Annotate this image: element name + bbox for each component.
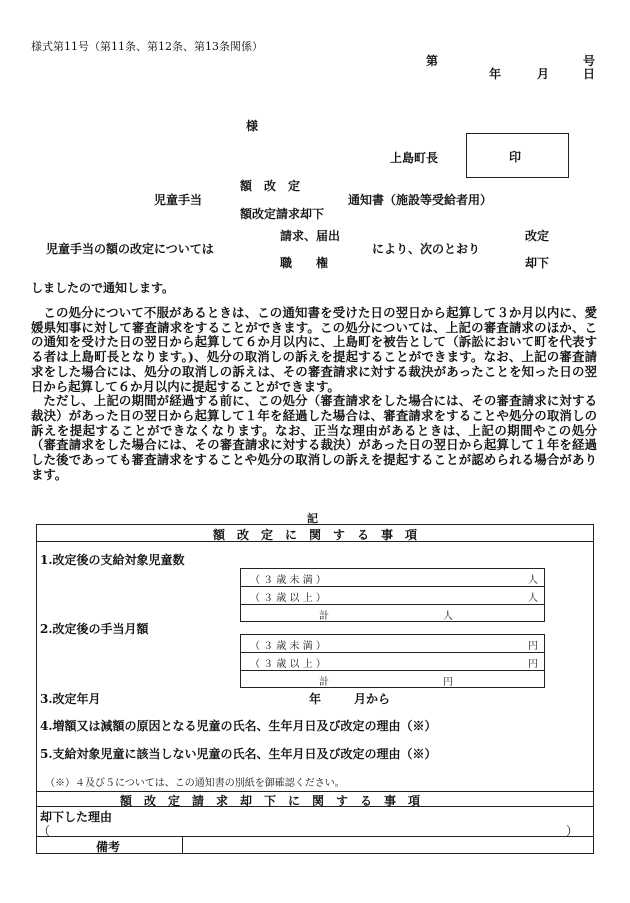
title-option-rejection: 額改定請求却下 — [240, 207, 325, 221]
form-id: 様式第11号（第11条、第12条、第13条関係） — [31, 40, 263, 53]
child-count-over3-label: （ ３ 歳 以 上 ） — [250, 593, 326, 604]
statement-suffix: しましたので通知します。 — [31, 281, 175, 295]
reason-paren-close: ） — [566, 824, 579, 838]
child-count-total-label: 計 — [319, 611, 329, 622]
appeal-notice-p1: この処分について不服があるときは、この通知書を受けた日の翌日から起算して３か月以内に、愛媛県知事に対して審査請求をすることができます。この処分については、上記の審査請求のほか、この通知を受けた日の翌日から起算して６か月以内に、上島町を被告として（訴訟において町を代表する者は上島町長となります。)、処分の取消しの訴えを提起することができます。なお、上記の審査請求をした場合には、処分の取消しの訴えは、その審査請求に対する裁決があったことを知った日の翌日から起算して６か月以内に提起することができます。 — [31, 305, 597, 394]
seal-label: 印 — [509, 150, 522, 164]
date-year: 年 — [489, 67, 502, 81]
item5-label: 5.支給対象児童に該当しない児童の氏名、生年月日及び改定の理由（※） — [40, 747, 437, 761]
note-text: （※）４及び５については、この通知書の別紙を御確認ください。 — [45, 778, 345, 789]
rejection-section-header: 額 改 定 請 求 却 下 に 関 す る 事 項 — [120, 794, 421, 808]
date-month: 月 — [537, 67, 550, 81]
amount-under3-unit: 円 — [528, 641, 538, 652]
date-day: 日 — [583, 67, 596, 81]
amount-total-label: 計 — [319, 677, 329, 688]
title-option-revision: 額 改 定 — [240, 179, 301, 193]
child-count-total-unit: 人 — [443, 611, 453, 622]
item3-month: 月から — [354, 692, 391, 706]
item3-label: 3.改定年月 — [40, 692, 101, 706]
statement-result-revised: 改定 — [525, 229, 550, 243]
doc-number-prefix: 第 — [426, 54, 439, 68]
reason-paren-open: （ — [38, 824, 51, 838]
statement-middle: により、次のとおり — [372, 242, 481, 256]
addressee-suffix: 様 — [246, 119, 259, 133]
revision-section-header: 額 改 定 に 関 す る 事 項 — [212, 528, 417, 542]
item1-label: 1.改定後の支給対象児童数 — [40, 553, 185, 567]
child-count-under3-unit: 人 — [528, 575, 538, 586]
title-right: 通知書（施設等受給者用） — [348, 193, 493, 207]
statement-prefix: 児童手当の額の改定については — [46, 242, 214, 256]
record-label: 記 — [307, 512, 318, 525]
remarks-label: 備考 — [96, 840, 121, 854]
seal-box — [466, 133, 569, 178]
child-count-over3-unit: 人 — [528, 593, 538, 604]
item4-label: 4.増額又は減額の原因となる児童の氏名、生年月日及び改定の理由（※） — [40, 719, 437, 733]
item3-year: 年 — [309, 692, 322, 706]
statement-result-rejected: 却下 — [525, 256, 550, 270]
appeal-notice — [31, 306, 597, 482]
amount-over3-label: （ ３ 歳 以 上 ） — [250, 659, 326, 670]
doc-number-suffix: 号 — [583, 54, 596, 68]
title-left: 児童手当 — [154, 193, 203, 207]
rejection-reason-label: 却下した理由 — [40, 810, 113, 824]
amount-total-unit: 円 — [443, 677, 453, 688]
item2-label: 2.改定後の手当月額 — [40, 622, 149, 636]
statement-by-request: 請求、届出 — [280, 229, 341, 243]
appeal-notice-p2: ただし、上記の期間が経過する前に、この処分（審査請求をした場合には、その審査請求に対する裁決）があった日の翌日から起算して１年を経過した場合は、審査請求をすることや処分の取消しの訴えを提起することができなくなります。なお、正当な理由があるときは、上記の期間やこの処分（審査請求をした場合には、その審査請求に対する裁決）があった日の翌日から起算して１年を経過した後であっても審査請求をすることや処分の取消しの訴えを提起することが認められる場合があります。 — [31, 393, 597, 482]
child-count-under3-label: （ ３ 歳 未 満 ） — [250, 575, 326, 586]
amount-under3-label: （ ３ 歳 未 満 ） — [250, 641, 326, 652]
issuer: 上島町長 — [390, 151, 439, 165]
amount-over3-unit: 円 — [528, 659, 538, 670]
statement-by-authority: 職 権 — [280, 256, 329, 270]
